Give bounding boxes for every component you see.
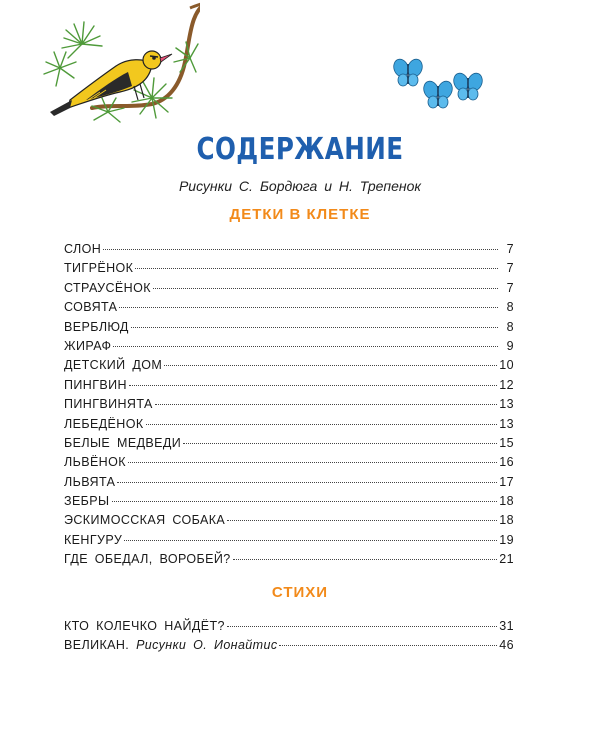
dot-leader	[233, 558, 498, 560]
toc-entry-title-text: ЛЬВЁНОК	[64, 455, 126, 470]
toc-entry-title-text: ЗЕБРЫ	[64, 494, 110, 509]
toc-entry-title	[64, 636, 277, 655]
toc-entry-title-text: ВЕРБЛЮД	[64, 319, 129, 334]
dot-leader	[131, 326, 498, 328]
toc-entry-title-text: ГДЕ ОБЕДАЛ, ВОРОБЕЙ?	[64, 552, 231, 567]
toc-entry-page-number: 8	[506, 319, 514, 334]
dot-leader	[227, 625, 497, 627]
dot-leader	[155, 403, 498, 405]
toc-entry[interactable]	[64, 259, 514, 278]
toc-entry[interactable]	[64, 240, 514, 259]
toc-entry[interactable]	[64, 318, 514, 337]
toc-entry-title	[64, 279, 151, 298]
toc-entry[interactable]	[64, 531, 514, 550]
dot-leader	[153, 287, 498, 289]
toc-entry-title-text: ЛЬВЯТА	[64, 474, 116, 489]
toc-entry-title-text: БЕЛЫЕ МЕДВЕДИ	[64, 435, 182, 450]
toc-entry-title-text: ДЕТСКИЙ ДОМ	[64, 358, 163, 373]
toc-entry[interactable]	[64, 356, 514, 375]
toc-entry-title	[64, 531, 122, 550]
toc-entry-title	[64, 337, 111, 356]
toc-entry[interactable]	[64, 415, 514, 434]
toc-entry-title	[64, 550, 231, 569]
toc-entry-page-number: 7	[506, 242, 514, 256]
toc-entry-title	[64, 259, 133, 278]
toc-entry-page-number: 13	[499, 397, 514, 412]
toc-entry-page-number: 18	[499, 513, 514, 528]
toc-entry-title-text: КЕНГУРУ	[64, 532, 123, 547]
illustration-credits: Рисунки С. Бордюга и Н. Трепенок	[178, 178, 422, 194]
dot-leader	[164, 364, 497, 366]
toc-entry-title	[64, 434, 181, 453]
toc-entry-page-number: 17	[499, 474, 514, 489]
toc-entry-page-number: 19	[499, 532, 514, 547]
toc-entry-page-number: 7	[506, 261, 514, 276]
toc-entry-title-text: ПИНГВИН	[64, 377, 127, 392]
dot-leader	[146, 423, 498, 425]
toc-entry-page-number: 31	[499, 619, 514, 633]
dot-leader	[227, 519, 497, 521]
toc-entry-page-number: 16	[499, 455, 514, 470]
toc-entry-title	[64, 240, 101, 259]
toc-entry-page-number: 21	[499, 552, 514, 567]
toc-entry[interactable]	[64, 434, 514, 453]
toc-entry[interactable]	[64, 453, 514, 472]
toc-entry-page-number: 12	[499, 377, 514, 392]
toc-entry[interactable]	[64, 376, 514, 395]
dot-leader	[135, 267, 498, 269]
toc-entry-title-text: ПИНГВИНЯТА	[64, 397, 153, 412]
butterfly-icon	[391, 57, 424, 86]
dot-leader	[129, 384, 497, 386]
toc-entry-title	[64, 511, 225, 530]
toc-entry-title	[64, 318, 129, 337]
toc-entry-title	[64, 492, 110, 511]
toc-entry-title	[64, 356, 162, 375]
dot-leader	[112, 500, 498, 502]
toc-entry-title-text: СТРАУСЁНОК	[64, 280, 151, 295]
toc-entry-title-text: ЖИРАФ	[64, 338, 112, 353]
toc-entry-page-number: 18	[499, 494, 514, 509]
toc-entry[interactable]	[64, 279, 514, 298]
dot-leader	[117, 481, 497, 483]
toc-entry-page-number: 46	[499, 638, 514, 653]
toc-entry-title	[64, 376, 127, 395]
dot-leader	[119, 306, 498, 308]
butterfly-icon	[421, 79, 454, 108]
oriole-bird-illustration	[40, 0, 200, 128]
dot-leader	[103, 248, 498, 250]
toc-list-detki-v-kletke	[64, 240, 514, 570]
toc-entry-title-text: КТО КОЛЕЧКО НАЙДЁТ?	[64, 619, 225, 633]
toc-entry-page-number: 15	[499, 435, 514, 450]
toc-entry[interactable]	[64, 511, 514, 530]
section-heading-detki-v-kletke: ДЕТКИ В КЛЕТКЕ	[229, 206, 371, 223]
toc-entry-title	[64, 473, 115, 492]
toc-entry-title-text: ЛЕБЕДЁНОК	[64, 416, 144, 431]
dot-leader	[128, 461, 497, 463]
toc-entry-title-text: СОВЯТА	[64, 300, 118, 315]
toc-entry[interactable]	[64, 617, 514, 636]
toc-list-stikhi	[64, 617, 514, 656]
toc-entry-page-number: 13	[499, 416, 514, 431]
toc-entry-title-text: ВЕЛИКАН.	[64, 638, 130, 653]
butterfly-icon	[451, 71, 484, 100]
toc-entry[interactable]	[64, 337, 514, 356]
toc-entry-page-number: 9	[506, 338, 514, 353]
butterflies-illustration	[388, 56, 488, 112]
toc-entry-page-number: 8	[506, 300, 514, 315]
toc-entry-title	[64, 415, 144, 434]
page-title: СОДЕРЖАНИЕ	[196, 132, 404, 167]
toc-entry-page-number: 10	[499, 358, 514, 373]
section-heading-stikhi: СТИХИ	[271, 584, 329, 601]
toc-entry-title	[64, 298, 117, 317]
toc-entry[interactable]	[64, 473, 514, 492]
toc-entry-title-text: СЛОН	[64, 242, 102, 256]
toc-entry[interactable]	[64, 395, 514, 414]
dot-leader	[279, 644, 497, 646]
toc-entry[interactable]	[64, 636, 514, 655]
dot-leader	[124, 539, 497, 541]
toc-entry[interactable]	[64, 550, 514, 569]
toc-entry[interactable]	[64, 492, 514, 511]
toc-entry-title	[64, 453, 126, 472]
toc-entry-page-number: 7	[506, 280, 514, 295]
toc-entry-title-text: ТИГРЁНОК	[64, 261, 134, 276]
dot-leader	[183, 442, 497, 444]
toc-entry[interactable]	[64, 298, 514, 317]
toc-entry-subtitle: Рисунки О. Ионайтис	[136, 638, 278, 653]
toc-entry-title-text: ЭСКИМОССКАЯ СОБАКА	[64, 513, 226, 528]
toc-entry-title	[64, 395, 153, 414]
toc-entry-title	[64, 617, 225, 636]
dot-leader	[113, 345, 498, 347]
